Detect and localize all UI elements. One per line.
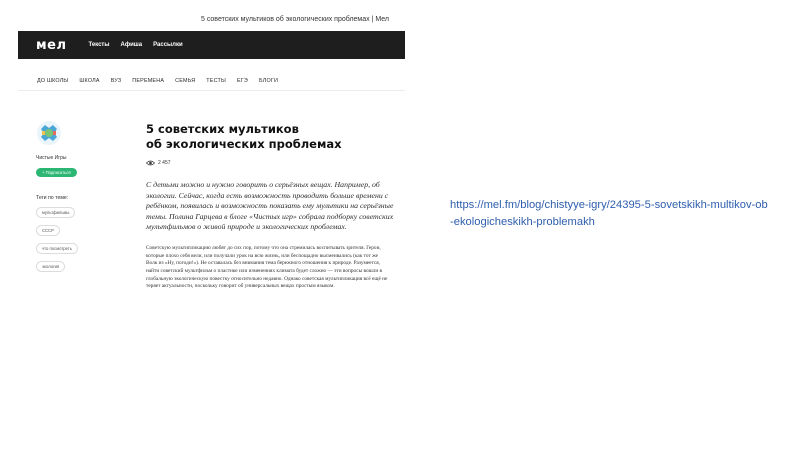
author-avatar[interactable]	[36, 120, 62, 146]
section-link-preschool[interactable]: ДО ШКОЛЫ	[37, 77, 69, 84]
article-title	[146, 122, 366, 152]
eye-icon	[146, 160, 155, 166]
section-link-ege[interactable]: ЕГЭ	[236, 77, 248, 84]
page-tab-title: 5 советских мультиков об экологических проблемах | Мел	[201, 16, 389, 23]
section-link-break[interactable]: ПЕРЕМЕНА	[132, 77, 165, 84]
tag-chip-what-to-watch[interactable]: что посмотреть	[36, 243, 78, 254]
tag-list	[36, 207, 116, 272]
nav-link-texts[interactable]: Тексты	[88, 42, 110, 48]
tag-chip-ussr[interactable]: СССР	[36, 225, 60, 236]
author-name[interactable]: Чистые Игры	[36, 155, 67, 161]
article	[146, 122, 396, 291]
section-link-university[interactable]: ВУЗ	[110, 77, 122, 84]
section-link-school[interactable]: ШКОЛА	[79, 77, 100, 84]
source-url-link[interactable]: https://mel.fm/blog/chistyye-igry/24395-5-sovetskikh-multikov-ob-ekologicheskikh-problemakh	[450, 199, 768, 228]
site-logo[interactable]: мел	[36, 37, 67, 53]
author-sidebar	[36, 120, 116, 272]
section-link-family[interactable]: СЕМЬЯ	[175, 77, 196, 84]
article-title-line-1: 5 советских мультиков	[146, 122, 299, 136]
section-link-blogs[interactable]: БЛОГИ	[258, 77, 279, 84]
view-count: 2 457	[158, 160, 171, 166]
nav-link-afisha[interactable]: Афиша	[120, 42, 143, 48]
subscribe-button[interactable]: + Подписаться	[36, 168, 77, 177]
top-navbar	[18, 31, 405, 59]
nav-link-newsletters[interactable]: Рассылки	[153, 42, 183, 48]
article-lead: С детьми можно и нужно говорить о серьёзных вещах. Например, об экологии. Сейчас, когда есть возможность проводить больше времени с ребёнком, появилась и возможность показать ему мультики на серьёзные темы. Полина Гарцева в блоге «Чистых игр» собрала подборку советских мультфильмов о живой природе и экологических проблемах.	[146, 180, 394, 232]
article-title-line-2: об экологических проблемах	[146, 137, 342, 151]
view-counter	[146, 160, 396, 166]
main-nav	[88, 42, 182, 48]
tags-title: Теги по теме:	[36, 195, 69, 201]
article-body: Советскую мультипликацию любят до сих пор, потому что она стремилась воспитывать зрителя. Герои, которые плохо себя вели, или получали урок на всю жизнь, или беспощадно высмеивались (как тот же Волк из «Ну, погоди!»). Не оставалась без внимания тема бережного отношения к природе. Разумеется, найти советский мультфильм о пластике или изменениях климата будет сложно — эти вопросы вошли в глобальную экологическую повестку относительно недавно. Однако советская мультипликация всё ещё не теряет актуальности, поскольку говорит об универсальных вещах простым языком.	[146, 244, 388, 290]
section-nav	[18, 71, 405, 91]
tag-chip-cartoons[interactable]: мультфильмы	[36, 207, 75, 218]
section-link-tests[interactable]: ТЕСТЫ	[206, 77, 226, 84]
tag-chip-ecology[interactable]: экология	[36, 261, 65, 272]
